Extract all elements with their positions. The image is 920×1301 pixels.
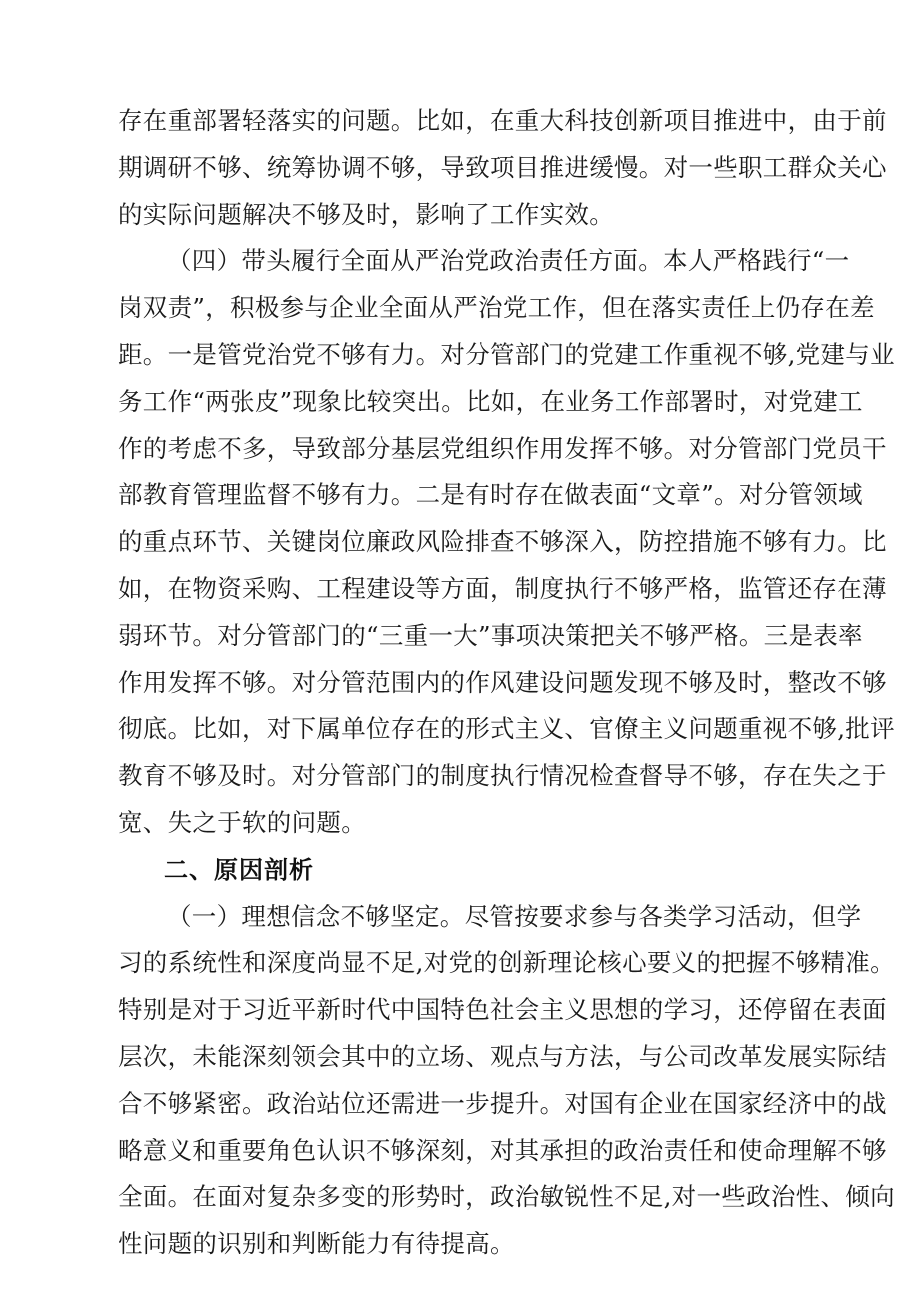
text-line: 存在重部署轻落实的问题。比如，在重大科技创新项目推进中，由于前: [118, 106, 887, 135]
text-line: 作用发挥不够。对分管范围内的作风建设问题发现不够及时，整改不够: [118, 667, 887, 697]
text-line: 作的考虑不多，导致部分基层党组织作用发挥不够。对分管部门党员干: [118, 433, 887, 463]
text-line: 岗双责”，积极参与企业全面从严治党工作，但在落实责任上仍存在差: [118, 293, 875, 323]
text-line: 的重点环节、关键岗位廉政风险排查不够深入，防控措施不够有力。比: [118, 527, 887, 557]
text-line: 务工作“两张皮”现象比较突出。比如，在业务工作部署时，对党建工: [118, 386, 863, 416]
text-line: 特别是对于习近平新时代中国特色社会主义思想的学习，还停留在表面: [118, 995, 887, 1025]
paragraph-one: [118, 894, 895, 1268]
text-line: 部教育管理监督不够有力。二是有时存在做表面“文章”。对分管领域: [118, 480, 863, 510]
section-heading: 二、原因剖析: [164, 855, 314, 884]
document-body: [118, 98, 895, 1268]
text-line: 习的系统性和深度尚显不足,对党的创新理论核心要义的把握不够精准。: [118, 948, 895, 978]
text-line: 略意义和重要角色认识不够深刻，对其承担的政治责任和使命理解不够: [118, 1135, 887, 1165]
text-line: 层次，未能深刻领会其中的立场、观点与方法，与公司改革发展实际结: [118, 1041, 887, 1071]
text-line: （一）理想信念不够坚定。尽管按要求参与各类学习活动，但学: [167, 901, 862, 931]
text-line: 合不够紧密。政治站位还需进一步提升。对国有企业在国家经济中的战: [118, 1088, 887, 1118]
text-line: 彻底。比如，对下属单位存在的形式主义、官僚主义问题重视不够,批评: [118, 714, 895, 744]
text-line: 宽、失之于软的问题。: [118, 807, 366, 837]
paragraph-continued: [118, 98, 887, 238]
text-line: 全面。在面对复杂多变的形势时，政治敏锐性不足,对一些政治性、倾向: [118, 1182, 895, 1212]
text-line: 弱环节。对分管部门的“三重一大”事项决策把关不够严格。三是表率: [118, 620, 863, 650]
paragraph-four: [118, 238, 895, 846]
text-line: 如，在物资采购、工程建设等方面，制度执行不够严格，监管还存在薄: [118, 573, 887, 603]
text-line: 的实际问题解决不够及时，影响了工作实效。: [118, 199, 614, 229]
text-line: 距。一是管党治党不够有力。对分管部门的党建工作重视不够,党建与业: [118, 339, 895, 369]
text-line: 教育不够及时。对分管部门的制度执行情况检查督导不够，存在失之于: [118, 761, 887, 791]
text-line: 性问题的识别和判断能力有待提高。: [118, 1229, 515, 1259]
text-line: （四）带头履行全面从严治党政治责任方面。本人严格践行“一: [167, 246, 850, 276]
text-line: 期调研不够、统筹协调不够，导致项目推进缓慢。对一些职工群众关心: [118, 152, 887, 182]
